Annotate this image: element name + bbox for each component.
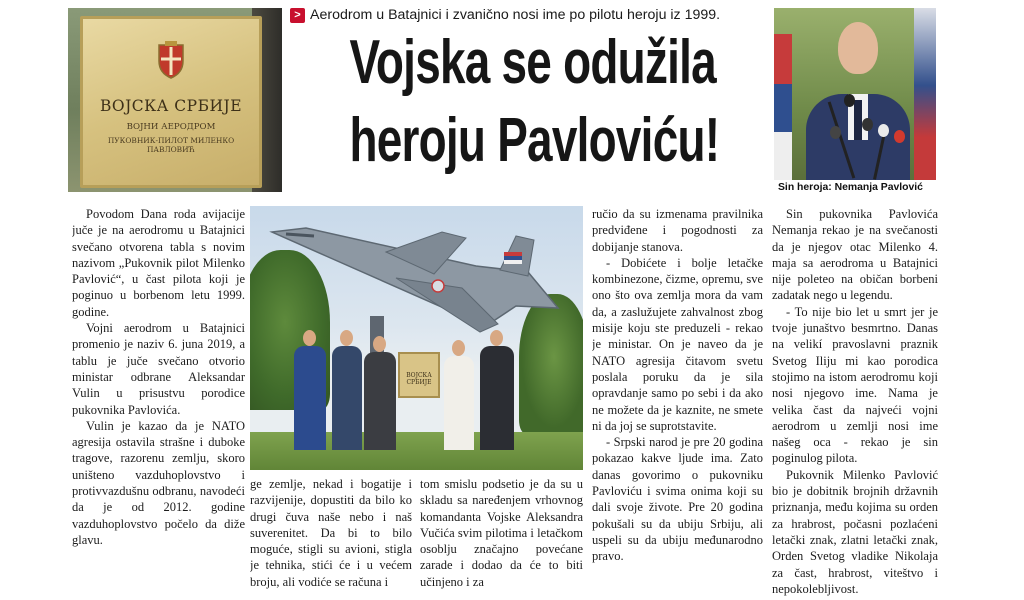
monument-sign: ВОЈСКА СРБИЈЕ: [398, 352, 440, 398]
headline-line-1: Vojska se odužila: [349, 28, 716, 97]
person: [294, 346, 326, 450]
paragraph: Pukovnik Milenko Pavlović bio je dobitnik brojnih državnih priznanja, među kojima su orden za hrabrost, počasni pozlaćeni letački znak, zlatni letački znak, Orden Svetog vladike Nikolaja za čast, hrabrost, viteštvo i nepokolebljivost.: [772, 467, 938, 596]
speaker-tie: [854, 100, 862, 140]
microphone-icon: [862, 118, 873, 131]
article-column-4: [592, 206, 763, 600]
mig-jet-icon: [266, 212, 566, 342]
headline: [349, 24, 720, 198]
paragraph: Povodom Dana roda avijacije juče je na aerodromu u Batajnici svečano otvorena tabla s novim nazivom „Pukovnik pilot Milenko Pavlović“, u čast pilota koji je poginuo u borbenom letu 1999. godine.: [72, 207, 245, 319]
microphone-icon: [844, 94, 855, 107]
person: [332, 346, 362, 450]
paragraph: - Srpski narod je pre 20 godina pokazao kakve ljude ima. Zato danas govorimo o pukovniku Pavloviću i svima onima koji su dali svoje živote. Pre 20 godina pokušali su da ubiju Srbiju, ali uspeli su da ubiju međunarodno pravo.: [592, 435, 763, 564]
paragraph: - To nije bio let u smrt jer je tvoje junaštvo besmrtno. Danas na velikí pravoslavni praznik Svetog Iliju mi kao porodica stojimo na istom aerodromu koji nosi njegovo ime. Nama je velika čast da najveći vojni aerodrom u zemlji nosi ime našeg oca - rekao je sin poginulog pilota.: [772, 304, 938, 466]
plaque-name: ПУКОВНИК-ПИЛОТ МИЛЕНКО ПАВЛОВИЋ: [107, 136, 235, 154]
person-head: [452, 340, 465, 356]
paragraph: ge zemlje, nekad i bogatije i razvijenije, dopustiti da bilo ko drugi čuva naše nebo i naš suverenitet. Da bi to bilo moguće, stigli su avioni, stigla je tehnika, stići će i u većem broju, ali vodiće se računa i: [250, 477, 412, 589]
plaque-title: ВОЈСКА СРБИЈЕ: [99, 97, 243, 115]
headline-line-2: heroju Pavloviću!: [349, 106, 720, 175]
speaker-photo: [774, 8, 936, 180]
person-head: [303, 330, 316, 346]
plaque-subtitle: ВОЈНИ АЕРОДРОМ: [126, 122, 216, 132]
paragraph: - Dobićete i bolje letačke kombinezone, čizme, opremu, sve ono što ova zemlja mora da vam da, a zaslužujete zahvalnost zbog misije koju ste preduzeli - rekao je ministar. On je naveo da je NATO agresija čitavom svetu poslala poruku da je sila opravdanje samo po sebi i da ako ne možete da je kaznite, ne smete ni da joj se suprotstavite.: [592, 255, 763, 433]
person: [444, 356, 474, 450]
paragraph: Sin pukovnika Pavlovića Nemanja rekao je na svečanosti da je njegov otac Milenko 4. maja sa aerodroma u Batajnici nije poleteo na običan borbeni zadatak nego u legendu.: [772, 207, 938, 303]
paragraph: tom smislu podsetio je da su u skladu sa naređenjem vrhovnog komandanta Vojske Aleksandra Vučića svim pilotima i letačkom osoblju značajno povećane zarade i dodao da će to biti učinjeno i za: [420, 477, 583, 589]
kicker-text: Aerodrom u Batajnici i zvanično nosi ime po pilotu heroju iz 1999.: [310, 7, 721, 23]
person-head: [373, 336, 386, 352]
serbian-flag: [774, 34, 792, 180]
microphone-icon: [878, 124, 889, 137]
person-head: [340, 330, 353, 346]
paragraph: Vojni aerodrom u Batajnici promenio je naziv 6. juna 2019, a tablu je juče svečano otvorio ministar odbrane Aleksandar Vulin u prisustvu porodice pukovnika Pavlovića.: [72, 321, 245, 417]
headline-kicker: [290, 5, 770, 25]
microphone-icon: [894, 130, 905, 143]
plaque: [80, 16, 262, 188]
person-head: [490, 330, 503, 346]
chevron-right-icon: >: [290, 8, 305, 23]
serbian-coat-of-arms-icon: [156, 41, 186, 79]
paragraph: Vulin je kazao da je NATO agresija ostavila strašne i duboke tragove, razorenu zemlju, skoro uništeno vazduhoplovstvo i protivvazdušnu odbranu, navodeći da je od 2012. godine vazduhoplovstvo počelo da diže glavu.: [72, 418, 245, 547]
flag-right: [914, 8, 936, 180]
plaque-photo: [68, 8, 282, 192]
paragraph: ručio da su izmenama pravilnika predviđene i pogodnosti za dobijanje stanova.: [592, 207, 763, 254]
article-column-5: [772, 206, 938, 600]
article-column-3: [420, 476, 583, 600]
article-column-2: [250, 476, 412, 600]
speaker-head: [838, 22, 878, 74]
article-column-1: [72, 206, 245, 600]
jet-monument-photo: [250, 206, 583, 470]
person: [480, 346, 514, 450]
person: [364, 352, 396, 450]
speaker-caption: Sin heroja: Nemanja Pavlović: [774, 180, 936, 195]
microphone-icon: [830, 126, 841, 139]
